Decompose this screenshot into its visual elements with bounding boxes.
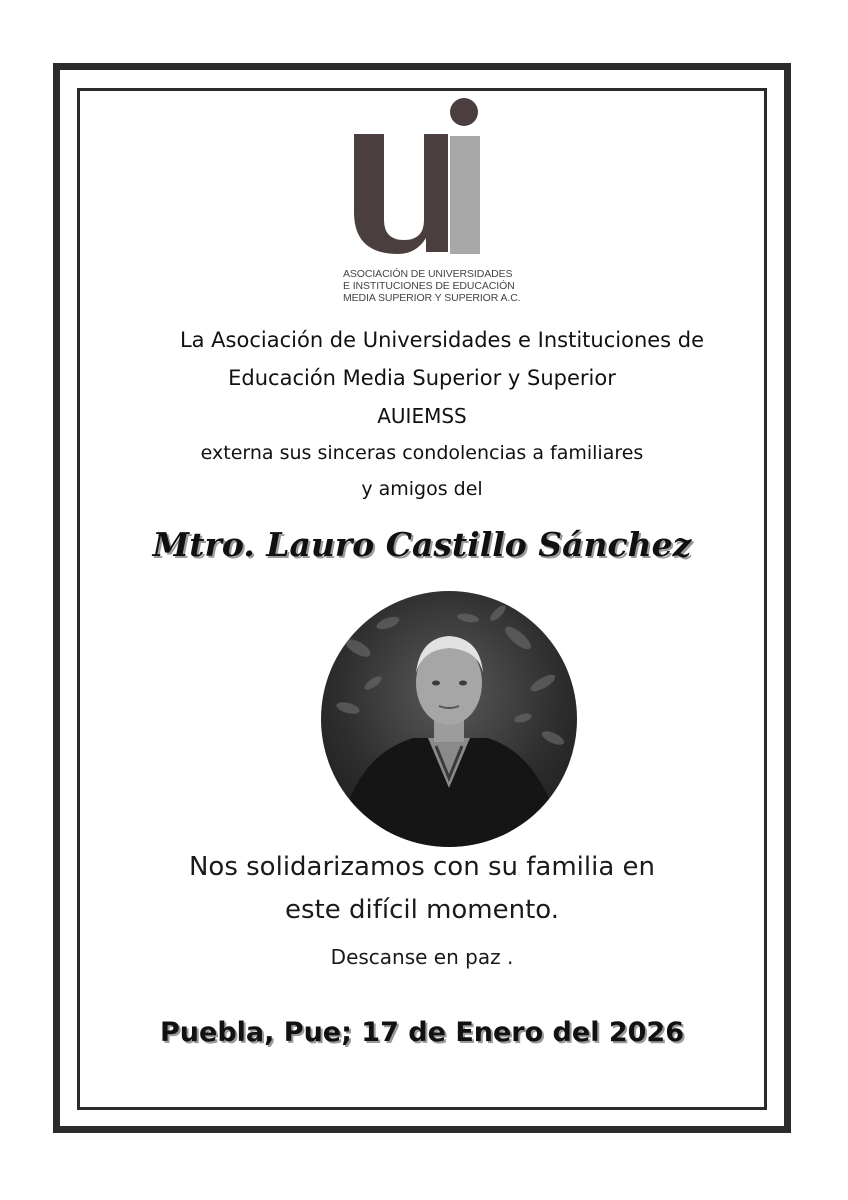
intro-line-4: externa sus sinceras condolencias a familiares [200,442,644,464]
portrait-photo-icon [318,588,580,850]
deceased-name: Mtro. Lauro Castillo Sánchez [152,525,692,564]
logo-caption-line: ASOCIACIÓN DE UNIVERSIDADES [343,268,513,280]
message-line-2: este difícil momento. [284,895,560,925]
intro-line-3: AUIEMSS [377,404,467,428]
message-line-3: Descanse en paz . [330,945,514,969]
logo-caption-line: E INSTITUCIONES DE EDUCACIÓN [343,280,515,292]
intro-line-5: y amigos del [361,478,483,500]
intro-line-1: La Asociación de Universidades e Instituciones de [179,328,705,352]
footer-date: Puebla, Pue; 17 de Enero del 2026 [160,1017,684,1048]
intro-line-2: Educación Media Superior y Superior [228,366,616,390]
logo-caption [343,268,543,304]
message-line-1: Nos solidarizamos con su familia en [188,852,656,882]
logo-caption-line: MEDIA SUPERIOR Y SUPERIOR A.C. [343,292,521,304]
